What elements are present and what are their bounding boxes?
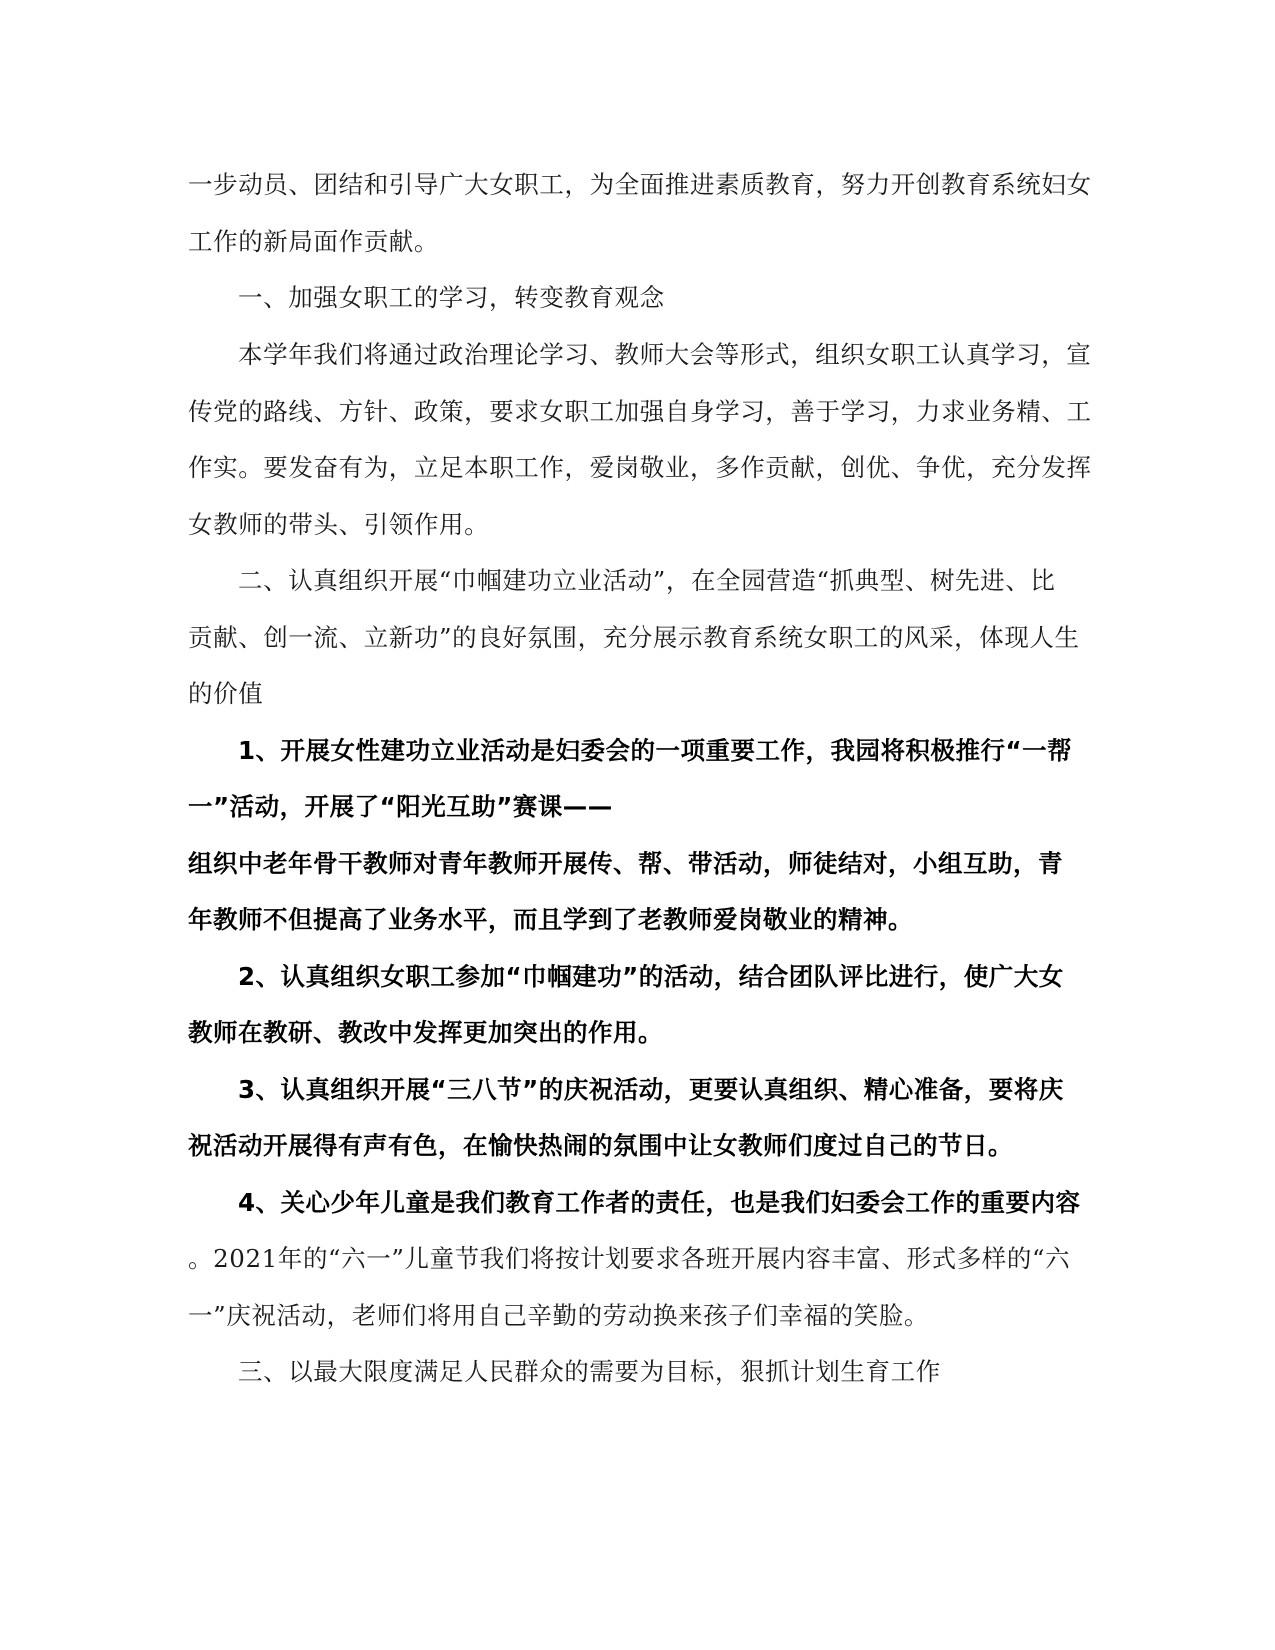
- item-4-line-2: 。2021年的“六一”儿童节我们将按计划要求各班开展内容丰富、形式多样的“六: [188, 1244, 1071, 1273]
- item-2-line-1: 2、认真组织女职工参加“巾帼建功”的活动，结合团队评比进行，使广大女: [238, 962, 1064, 991]
- item-1-line-2: 一”活动，开展了“阳光互助”赛课——: [188, 792, 613, 821]
- item-1-line-3: 组织中老年骨干教师对青年教师开展传、帮、带活动，师徒结对，小组互助，青: [188, 849, 1063, 878]
- section-heading-1: 一、加强女职工的学习，转变教育观念: [238, 283, 665, 312]
- paragraph-intro-line-2: 工作的新局面作贡献。: [188, 227, 439, 256]
- item-3-line-1: 3、认真组织开展“三八节”的庆祝活动，更要认真组织、精心准备，要将庆: [238, 1075, 1064, 1104]
- section-heading-3: 三、以最大限度满足人民群众的需要为目标，狠抓计划生育工作: [238, 1357, 941, 1386]
- item-1-line-4: 年教师不但提高了业务水平，而且学到了老教师爱岗敬业的精神。: [188, 905, 913, 934]
- item-4-line-3: 一”庆祝活动，老师们将用自己辛勤的劳动换来孩子们幸福的笑脸。: [188, 1301, 930, 1330]
- item-3-line-2: 祝活动开展得有声有色，在愉快热闹的氛围中让女教师们度过自己的节日。: [188, 1131, 1013, 1160]
- paragraph-study-line-3: 作实。要发奋有为，立足本职工作，爱岗敬业，多作贡献，创优、争优，充分发挥: [188, 453, 1092, 482]
- section-heading-2-line-3: 的价值: [188, 679, 264, 708]
- paragraph-intro-line-1: 一步动员、团结和引导广大女职工，为全面推进素质教育，努力开创教育系统妇女: [188, 170, 1092, 199]
- paragraph-study-line-1: 本学年我们将通过政治理论学习、教师大会等形式，组织女职工认真学习，宣: [238, 340, 1092, 369]
- paragraph-study-line-2: 传党的路线、方针、政策，要求女职工加强自身学习，善于学习，力求业务精、工: [188, 397, 1092, 426]
- section-heading-2-line-2: 贡献、创一流、立新功”的良好氛围，充分展示教育系统女职工的风采，体现人生: [188, 623, 1080, 652]
- item-2-line-2: 教师在教研、教改中发挥更加突出的作用。: [188, 1018, 663, 1047]
- section-heading-2-line-1: 二、认真组织开展“巾帼建功立业活动”，在全园营造“抓典型、树先进、比: [238, 566, 1056, 595]
- item-4-line-1: 4、关心少年儿童是我们教育工作者的责任，也是我们妇委会工作的重要内容: [238, 1188, 1081, 1217]
- paragraph-study-line-4: 女教师的带头、引领作用。: [188, 510, 490, 539]
- item-1-line-1: 1、开展女性建功立业活动是妇委会的一项重要工作，我园将积极推行“一帮: [238, 736, 1073, 765]
